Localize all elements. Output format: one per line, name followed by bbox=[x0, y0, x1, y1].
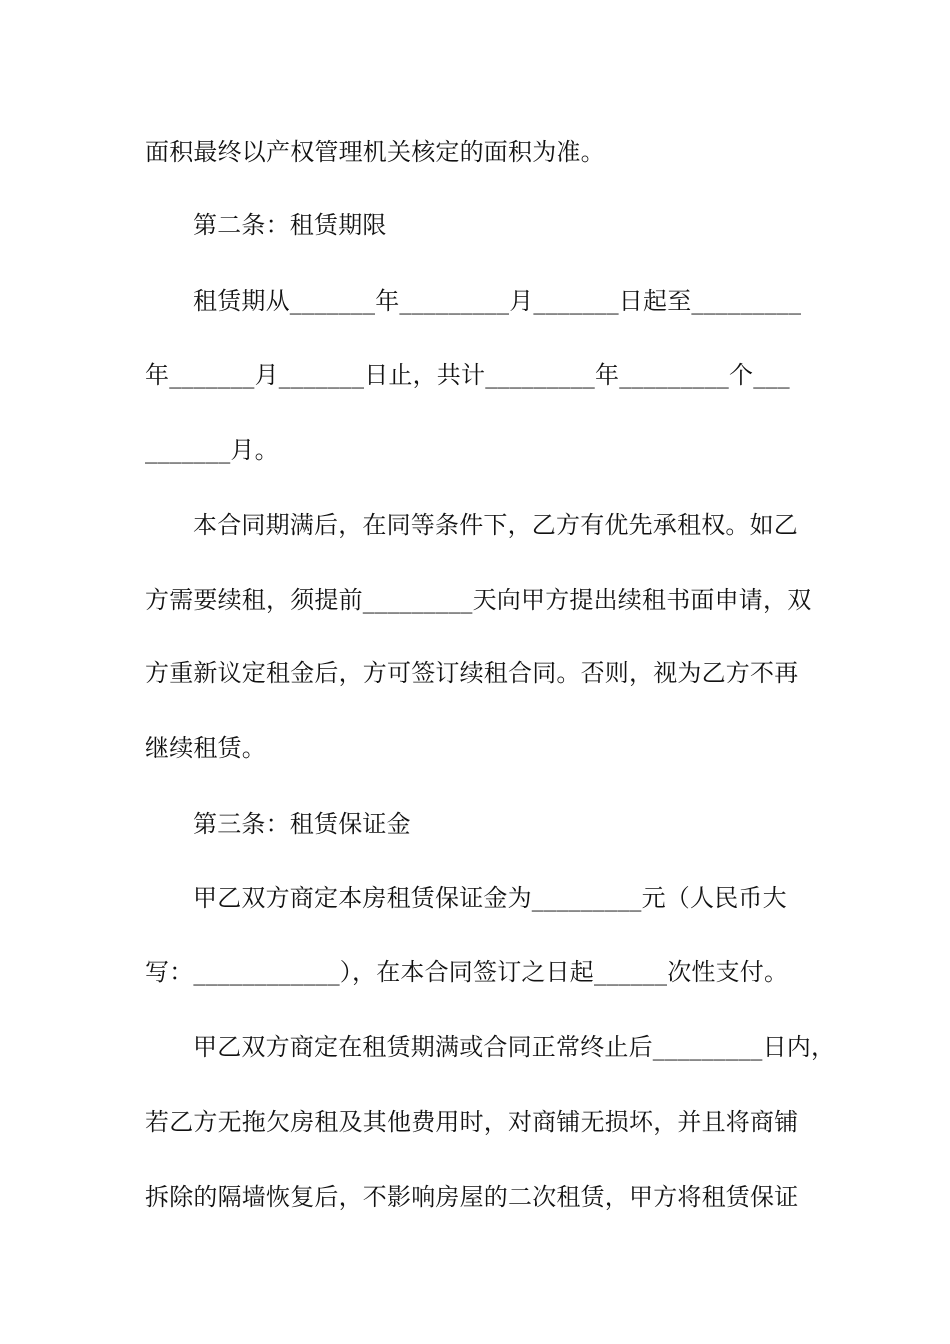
paragraph-line: _______月。 bbox=[145, 436, 279, 464]
paragraph-line: 甲乙双方商定本房租赁保证金为_________元（人民币大 bbox=[193, 884, 787, 912]
paragraph-line: 面积最终以产权管理机关核定的面积为准。 bbox=[145, 138, 605, 166]
paragraph-line: 方需要续租，须提前_________天向甲方提出续租书面申请，双 bbox=[145, 586, 812, 614]
paragraph-line: 若乙方无拖欠房租及其他费用时，对商铺无损坏，并且将商铺 bbox=[145, 1108, 799, 1136]
paragraph-line: 年_______月_______日止，共计_________年_________个___ bbox=[145, 361, 790, 389]
paragraph-line: 写：____________），在本合同签订之日起______次性支付。 bbox=[145, 958, 789, 986]
paragraph-line: 方重新议定租金后，方可签订续租合同。否则，视为乙方不再 bbox=[145, 659, 799, 687]
paragraph-line: 本合同期满后，在同等条件下，乙方有优先承租权。如乙 bbox=[193, 511, 798, 539]
paragraph-line: 拆除的隔墙恢复后，不影响房屋的二次租赁，甲方将租赁保证 bbox=[145, 1183, 799, 1211]
paragraph-line: 甲乙双方商定在租赁期满或合同正常终止后_________日内， bbox=[193, 1033, 836, 1061]
section-heading-lease-term: 第二条：租赁期限 bbox=[193, 211, 387, 239]
section-heading-deposit: 第三条：租赁保证金 bbox=[193, 810, 411, 838]
paragraph-line: 继续租赁。 bbox=[145, 734, 266, 762]
paragraph-line: 租赁期从_______年_________月_______日起至_________ bbox=[193, 287, 802, 315]
